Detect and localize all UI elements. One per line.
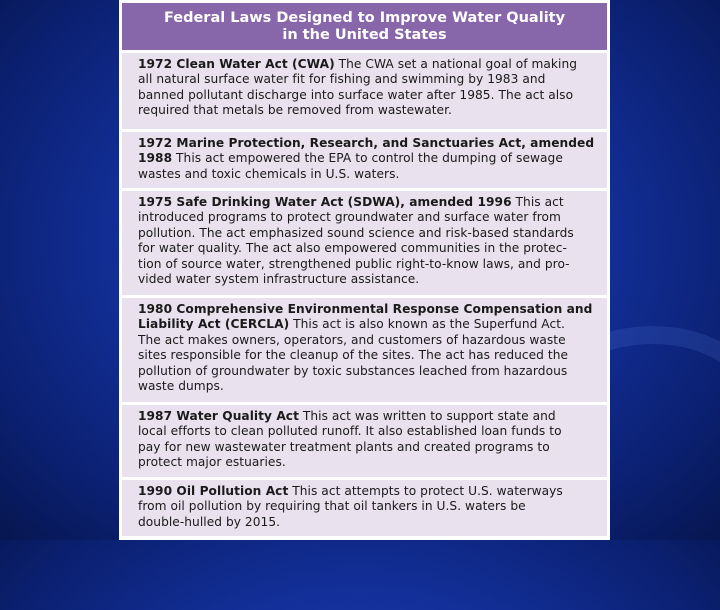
law-description: from oil pollution by requiring that oil tankers in U.S. waters be	[138, 499, 526, 514]
law-entry-line	[138, 241, 593, 256]
law-entry	[122, 480, 607, 546]
law-description: pollution. The act emphasized sound science and risk-based standards	[138, 225, 574, 240]
law-entry-line	[138, 257, 593, 272]
law-entry-line	[138, 57, 593, 72]
law-description: protect major estuaries.	[138, 455, 286, 470]
law-name: 1972 Marine Protection, Research, and Sanctuaries Act, amended	[138, 136, 595, 150]
law-description: This act is also known as the Superfund Act.	[289, 317, 565, 332]
law-entry-line	[138, 136, 593, 151]
law-description: The CWA set a national goal of making	[334, 57, 578, 71]
law-entry-line	[138, 440, 593, 455]
law-description: pay for new wastewater treatment plants and created programs to	[138, 439, 550, 454]
law-description: The act makes owners, operators, and customers of hazardous waste	[138, 332, 566, 347]
law-name: 1972 Clean Water Act (CWA)	[138, 57, 335, 71]
law-entry-line	[138, 195, 593, 210]
law-entry-line	[138, 72, 593, 87]
law-entry-line	[138, 484, 593, 499]
law-description: This act	[511, 195, 564, 209]
table-title-line-1: Federal Laws Designed to Improve Water Quality	[163, 10, 566, 26]
law-entry-line	[138, 515, 593, 530]
law-entry-line	[138, 409, 593, 424]
table-title-line-2: in the United States	[282, 27, 447, 43]
document-frame	[119, 0, 610, 540]
law-name: Liability Act (CERCLA)	[138, 317, 290, 332]
law-name: 1980 Comprehensive Environmental Response Compensation and	[138, 302, 593, 316]
law-entry-line	[138, 167, 593, 182]
law-entry-line	[138, 226, 593, 241]
law-name: 1975 Safe Drinking Water Act (SDWA), amended 1996	[138, 195, 512, 209]
law-entry-line	[138, 424, 593, 439]
law-entry-line	[138, 103, 593, 118]
law-description: sites responsible for the cleanup of the sites. The act has reduced the	[138, 348, 569, 363]
law-description: wastes and toxic chemicals in U.S. waters.	[138, 166, 400, 181]
law-entry-line	[138, 88, 593, 103]
law-description: required that metals be removed from wastewater.	[138, 103, 452, 118]
law-description: banned pollutant discharge into surface water after 1985. The act also	[138, 87, 574, 102]
law-description: This act attempts to protect U.S. waterways	[288, 484, 563, 498]
law-entry-line	[138, 210, 593, 225]
law-description: all natural surface water fit for fishing and swimming by 1983 and	[138, 72, 546, 87]
law-description: for water quality. The act also empowered communities in the protec-	[138, 241, 567, 256]
law-entry	[122, 298, 607, 402]
law-entry-line	[138, 272, 593, 287]
law-entry-line	[138, 302, 593, 317]
law-entry	[122, 405, 607, 477]
law-entry-line	[138, 499, 593, 514]
law-description: This act empowered the EPA to control the dumping of sewage	[172, 151, 563, 166]
law-entry	[122, 191, 607, 295]
laws-table	[122, 3, 607, 536]
law-entry	[122, 132, 607, 188]
law-description: This act was written to support state and	[298, 409, 556, 423]
law-entry-line	[138, 333, 593, 348]
law-description: pollution of groundwater by toxic substances leached from hazardous	[138, 363, 568, 378]
law-entries	[122, 50, 607, 546]
law-description: introduced programs to protect groundwater and surface water from	[138, 210, 561, 225]
law-name: 1987 Water Quality Act	[138, 409, 299, 423]
law-entry-line	[138, 364, 593, 379]
law-description: waste dumps.	[138, 379, 224, 394]
law-entry-line	[138, 379, 593, 394]
law-name: 1990 Oil Pollution Act	[138, 484, 289, 498]
law-description: double-hulled by 2015.	[138, 514, 281, 529]
law-description: tion of source water, strengthened public right-to-know laws, and pro-	[138, 256, 570, 271]
law-name: 1988	[138, 151, 173, 166]
law-entry-line	[138, 455, 593, 470]
law-entry-line	[138, 317, 593, 332]
law-entry-line	[138, 348, 593, 363]
law-description: vided water system infrastructure assistance.	[138, 272, 420, 287]
law-description: local efforts to clean polluted runoff. It also established loan funds to	[138, 424, 562, 439]
law-entry-line	[138, 151, 593, 166]
table-title	[122, 3, 607, 50]
law-entry	[122, 53, 607, 129]
